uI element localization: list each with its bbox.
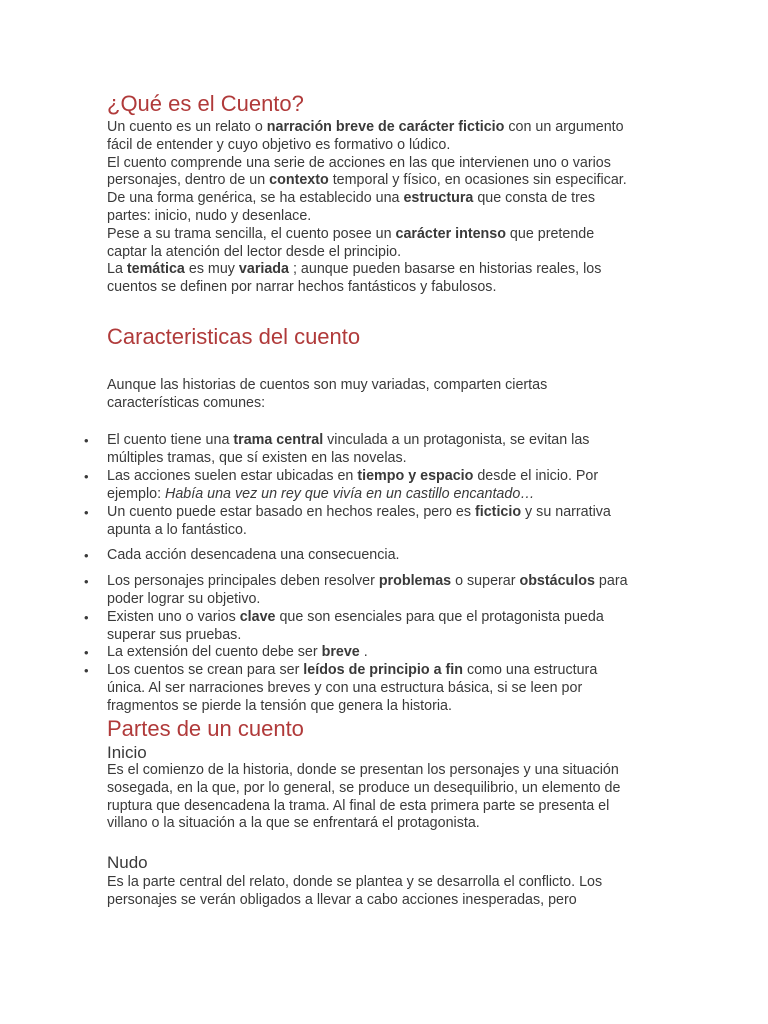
text-line: Aunque las historias de cuentos son muy variadas, comparten ciertas (107, 377, 548, 393)
bold-text: carácter intenso (395, 225, 506, 242)
nudo-paragraph (107, 874, 667, 910)
text-line: Un cuento es un relato o narración breve de carácter ficticio con un argumento (107, 119, 624, 135)
list-item (107, 573, 667, 609)
intro-paragraph (107, 119, 667, 297)
text-line: apunta a lo fantástico. (107, 521, 247, 538)
list-item (107, 609, 667, 645)
list-bullet: • (84, 610, 89, 625)
text-line: Cada acción desencadena una consecuencia. (107, 547, 400, 563)
bold-text: obstáculos (519, 573, 595, 589)
text-line: Los personajes principales deben resolver problemas o superar obstáculos para (107, 573, 628, 589)
text-line: La temática es muy variada ; aunque pueden basarse en historias reales, los (107, 261, 602, 278)
text-line: Las acciones suelen estar ubicadas en tiempo y espacio desde el inicio. Por (107, 468, 599, 484)
bold-text: temática (126, 261, 185, 278)
list-item (107, 662, 667, 715)
list-item (107, 644, 667, 662)
text-line: personajes se verán obligados a llevar a cabo acciones inesperadas, pero (107, 891, 577, 908)
bold-text: ficticio (475, 504, 522, 520)
subsection-title-inicio: Inicio (107, 743, 147, 762)
text-line: única. Al ser narraciones breves y con una estructura básica, si se leen por (107, 679, 583, 696)
list-bullet: • (84, 469, 89, 484)
text-line: villano o la situación a la que se enfrentará el protagonista. (107, 815, 480, 832)
list-item (107, 432, 667, 468)
text-line: Los cuentos se crean para ser leídos de principio a fin como una estructura (107, 662, 598, 678)
caracteristicas-intro (107, 377, 667, 413)
list-bullet: • (84, 645, 89, 660)
list-item (107, 504, 667, 540)
text-line: Existen uno o varios clave que son esenciales para que el protagonista pueda (107, 609, 604, 625)
subsection-title-nudo: Nudo (107, 853, 148, 872)
text-line: La extensión del cuento debe ser breve . (107, 644, 368, 660)
italic-text: Había una vez un rey que vivía en un castillo encantado… (165, 485, 535, 502)
text-line: fácil de entender y cuyo objetivo es formativo o lúdico. (107, 136, 451, 153)
list-bullet: • (84, 505, 89, 520)
text-line: fragmentos se pierde la tensión que genera la historia. (107, 697, 452, 714)
list-bullet: • (84, 548, 89, 563)
bold-text: breve (321, 644, 360, 660)
bold-text: tiempo y espacio (357, 468, 474, 484)
list-bullet: • (84, 574, 89, 589)
text-line: El cuento tiene una trama central vinculada a un protagonista, se evitan las (107, 432, 590, 448)
text-line: personajes, dentro de un contexto temporal y físico, en ocasiones sin especificar. (107, 172, 627, 189)
text-line: ejemplo: Había una vez un rey que vivía en un castillo encantado… (107, 485, 535, 502)
bold-text: clave (239, 609, 276, 625)
text-line: El cuento comprende una serie de acciones en las que intervienen uno o varios (107, 154, 611, 171)
bold-text: contexto (269, 172, 329, 189)
text-line: características comunes: (107, 394, 266, 411)
bold-text: narración breve de carácter ficticio (266, 119, 505, 135)
bold-text: leídos de principio a fin (303, 662, 463, 678)
list-bullet: • (84, 433, 89, 448)
text-line: Un cuento puede estar basado en hechos reales, pero es ficticio y su narrativa (107, 504, 611, 520)
bold-text: estructura (403, 190, 474, 207)
text-line: superar sus pruebas. (107, 626, 242, 643)
bold-text: variada (238, 261, 289, 278)
text-line: partes: inicio, nudo y desenlace. (107, 207, 312, 224)
text-line: Es la parte central del relato, donde se plantea y se desarrolla el conflicto. Los (107, 874, 603, 890)
list-bullet: • (84, 663, 89, 678)
list-item (107, 547, 667, 565)
text-line: ruptura que desencadena la trama. Al final de esta primera parte se presenta el (107, 797, 610, 814)
text-line: sosegada, en la que, por lo general, se produce un desequilibrio, un elemento de (107, 779, 621, 796)
text-line: cuentos se definen por narrar hechos fantásticos y fabulosos. (107, 279, 497, 296)
section-title-caracteristicas: Caracteristicas del cuento (107, 324, 361, 349)
text-line: poder lograr su objetivo. (107, 590, 261, 607)
text-line: múltiples tramas, que sí existen en las novelas. (107, 449, 407, 466)
inicio-paragraph (107, 762, 667, 833)
bold-text: problemas (378, 573, 452, 589)
text-line: De una forma genérica, se ha establecido una estructura que consta de tres (107, 190, 595, 207)
text-line: Pese a su trama sencilla, el cuento posee un carácter intenso que pretende (107, 225, 595, 242)
text-line: Es el comienzo de la historia, donde se presentan los personajes y una situación (107, 762, 619, 778)
text-line: captar la atención del lector desde el principio. (107, 243, 402, 260)
bold-text: trama central (233, 432, 324, 448)
list-item (107, 468, 667, 504)
section-title-partes: Partes de un cuento (107, 716, 304, 741)
section-title-que-es-el-cuento: ¿Qué es el Cuento? (107, 91, 304, 116)
